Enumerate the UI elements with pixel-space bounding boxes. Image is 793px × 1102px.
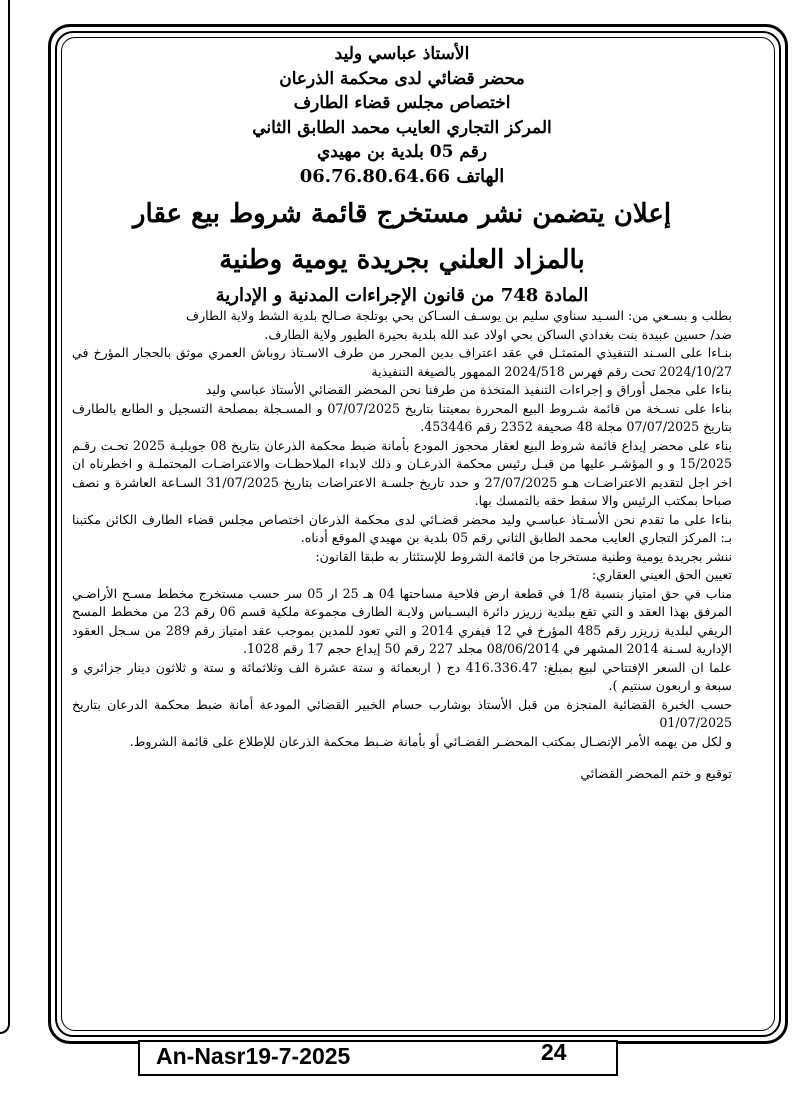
body-paragraph: بناءا على نسـخة من قائمة شـروط البيع المحررة بمعيتنا بتاريخ 07/07/2025 و المسـجلة بمصلحة التسجيل و الطابع بالطارف بتاريخ 07/07/2025 مجلة 48 صحيفة 2352 رقم 453446.	[72, 400, 732, 434]
page-number: 24	[541, 1039, 567, 1065]
left-column-border	[0, 0, 10, 1034]
body-paragraph: حسب الخبرة القضائية المنجزة من قبل الأستاذ بوشارب حسام الخبير القضائي المودعة أمانة ضبط محكمة الدرعان بتاريخ 01/07/2025	[72, 696, 732, 730]
notice-title-line2: بالمزاد العلني بجريدة يومية وطنية	[219, 245, 585, 275]
body-paragraph: مناب في حق امتياز بنسبة 1/8 في قطعة ارض فلاحية مساحتها 04 هـ 25 ار 05 سر حسب مستخرج مخطط مسـح الأراضـي المرفق بهذا العقد و التي تقع ببلدية زريزر دائرة البسـباس ولايـة الطارف مجموعة ملكية قسم 06 رقم 23 من مخطط المسح الريفي لبلدية زريزر رقم 485 المؤرخ في 12 فيفري 2014 و التي تعود للمدين بموجب عقد امتياز رقم 289 من سـجل العقود الإدارية لسـنة 2014 المشهر في 08/06/2014 مجلد 227 رقم 50 إيداع حجم 17 رقم 1028.	[72, 585, 732, 656]
body-paragraph: بناءا على ما تقدم نحن الأسـتاذ عباسـي وليد محضر قضـائي لدى محكمة الذرعان اختصاص مجلس قضاء الطارف الكائن مكتبنا بـ: المركز التجاري العايب محمد الطابق الثاني رقم 05 بلدية بن مهيدي الموقع أدناه.	[72, 511, 732, 545]
body-paragraph: بنـاءا على السـند التنفيذي المتمثـل في عقد اعتراف بدين المحرر من طرف الاسـتاذ روباش العمري موثق بالحجار المؤرخ في 2024/10/27 تحت رقم فهرس 2024/518 الممهور بالصيغة التنفيذية	[72, 345, 732, 379]
bailiff-address-number: رقم 05 بلدية بن مهيدي	[316, 142, 488, 162]
bailiff-phone: الهاتف 06.76.80.64.66	[299, 165, 505, 187]
notice-content	[72, 40, 732, 1020]
body-paragraph: ننشر بجريدة يومية وطنية مستخرجا من قائمة الشروط للإستئثار به طبقا القانون:	[315, 548, 732, 564]
body-paragraph: ضد/ حسين عبيدة بنت بغدادي الساكن بحي اولاد عبد الله بلدية بحيرة الطيور ولاية الطارف.	[264, 326, 732, 342]
body-paragraph: علما ان السعر الإفتتاحي لبيع بمبلغ: 416.336.47 دج ( اربعمائة و ستة عشرة الف وثلاثمائة و ستة و ثلاثون دينار جزائري و سبعة و اربعون سنتيم ).	[72, 659, 732, 693]
body-paragraph: و لكل من يهمه الأمر الإتصـال بمكتب المحضـر القضـائي أو بأمانة ضـبط محكمة الذرعان للإطلاع على قائمة الشروط.	[129, 733, 732, 749]
notice-body	[72, 307, 732, 784]
bailiff-jurisdiction: اختصاص مجلس قضاء الطارف	[293, 93, 511, 113]
body-paragraph: بطلب و بسـعي من: السـيد سناوي سليم بن يوسـف السـاكن بحي بوتلجة صـالح بلدية الشط ولاية الطارف	[186, 308, 732, 323]
notice-title: إعلان يتضمن نشر مستخرج قائمة شروط بيع عقار	[132, 199, 672, 229]
body-paragraph: بناء على محضر إيداع قائمة شروط البيع لعقار محجوز المودع بأمانة ضبط محكمة الذرعان بتاريخ 08 جويليـة 2025 تحـت رقـم 15/2025 و و المؤشـر عليها من قبـل رئيس محكمة الذرعـان و ذلك لابداء الملاحظـات والاعتراضـات المحتملـة و اخطرناه ان اخر اجل لتقديم الاعتراضـات هـو 27/07/2025 و حدد تاريخ جلسـة الاعتراضات بتاريخ 31/07/2025 السـاعة العاشرة و نصف صباحا بمكتب الرئيس والا سقط حقه بالتمسك بها.	[72, 437, 732, 508]
bailiff-header	[72, 42, 732, 189]
signature-line: توقيع و ختم المحضر القضائي	[580, 766, 732, 781]
bailiff-name: الأستاذ عباسي وليد	[334, 44, 470, 64]
bailiff-address: المركز التجاري العايب محمد الطابق الثاني	[252, 117, 552, 138]
body-paragraph: تعيين الحق العيني العقاري:	[591, 567, 732, 582]
bailiff-office: محضر قضائي لدى محكمة الذرعان	[279, 68, 525, 89]
newspaper-issue-date: An-Nasr19-7-2025	[156, 1043, 351, 1069]
body-paragraph: بناءا على مجمل أوراق و إجراءات التنفيذ المتخذة من طرفنا نحن المحضر القضائي الأستاذ عباسي وليد	[205, 382, 732, 397]
notice-legal-reference: المادة 748 من قانون الإجراءات المدنية و الإدارية	[215, 285, 589, 306]
